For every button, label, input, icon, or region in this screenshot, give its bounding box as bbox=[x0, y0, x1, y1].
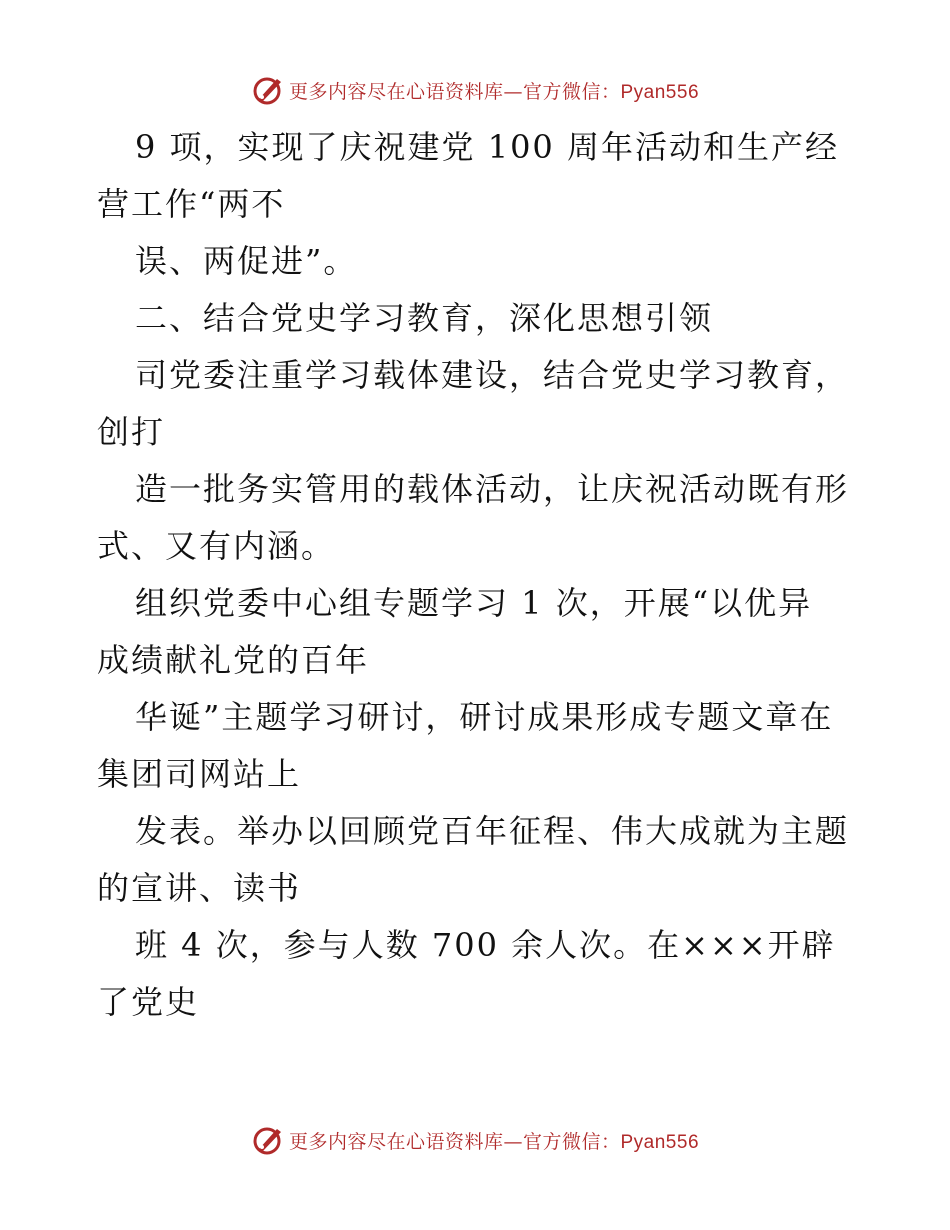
body-line: 司党委注重学习载体建设，结合党史学习教育， bbox=[135, 356, 850, 394]
logo-pen-icon bbox=[251, 73, 285, 107]
footer-watermark bbox=[0, 1120, 950, 1160]
header-watermark bbox=[0, 70, 950, 110]
body-line: 的宣讲、读书 bbox=[97, 869, 302, 907]
body-line: 式、又有内涵。 bbox=[97, 527, 336, 565]
body-line: 了党史 bbox=[97, 983, 200, 1021]
logo-pen-icon bbox=[251, 1123, 285, 1157]
watermark-text: 更多内容尽在心语资料库—官方微信：Pyan556 bbox=[288, 80, 700, 103]
body-line: 发表。举办以回顾党百年征程、伟大成就为主题 bbox=[135, 812, 850, 850]
body-line: 9 项，实现了庆祝建党 100 周年活动和生产经 bbox=[135, 128, 839, 166]
watermark-text: 更多内容尽在心语资料库—官方微信：Pyan556 bbox=[288, 1130, 700, 1153]
body-line: 成绩献礼党的百年 bbox=[97, 641, 370, 679]
body-line: 误、两促进”。 bbox=[135, 242, 358, 280]
body-line: 班 4 次，参与人数 700 余人次。在×××开辟 bbox=[135, 926, 836, 964]
body-line: 营工作“两不 bbox=[97, 185, 286, 223]
body-line: 创打 bbox=[97, 413, 166, 451]
body-line: 华诞”主题学习研讨，研讨成果形成专题文章在 bbox=[135, 698, 834, 736]
body-line: 集团司网站上 bbox=[97, 755, 302, 793]
body-line: 造一批务实管用的载体活动，让庆祝活动既有形 bbox=[135, 470, 850, 508]
section-heading: 二、结合党史学习教育，深化思想引领 bbox=[135, 299, 714, 337]
body-line: 组织党委中心组专题学习 1 次，开展“以优异 bbox=[135, 584, 813, 622]
